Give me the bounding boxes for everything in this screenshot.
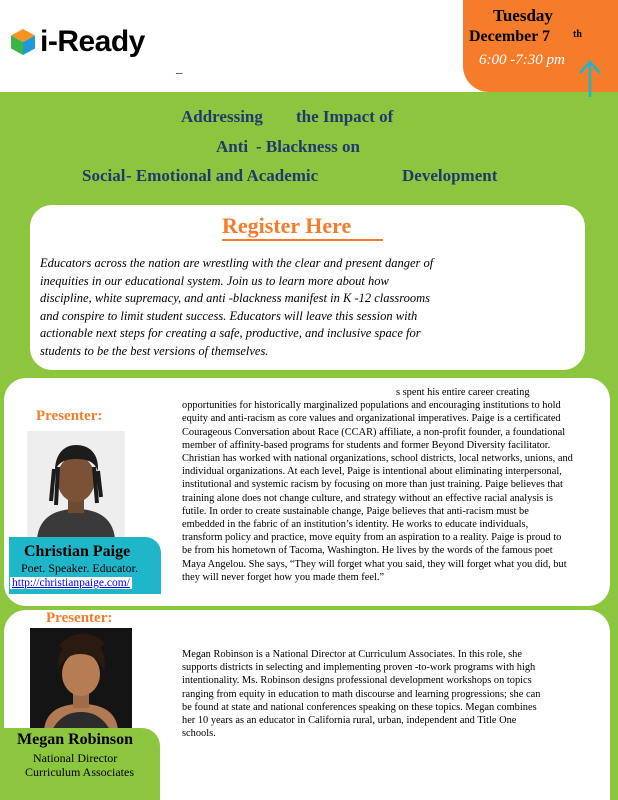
title-word: the Impact of: [296, 107, 394, 126]
title-word: Development: [402, 166, 498, 185]
event-time: 6:00 -7:30 pm: [479, 52, 565, 68]
intro-line: discipline, white supremacy, and anti -blackness manifest in K -12 classrooms: [40, 291, 431, 305]
intro-line: and conspire to limit student success. Educators will leave this session with: [40, 308, 418, 323]
bio-line: opportunities for historically marginalized populations and encouraging institutions to hold: [182, 400, 561, 412]
bio-line: s spent his entire career creating: [396, 387, 530, 398]
bio-line: intentionality. Ms. Robinson designs professional development workshops on topics: [182, 675, 532, 687]
bio-line: transform policy and practice, move equity from an aspiration to a reality. Paige is proud to: [182, 532, 562, 544]
bio-line: equity and anti-racism as core values and organizational imperatives. Paige is a certificated: [182, 413, 561, 425]
cube-icon: [10, 28, 36, 56]
intro-line: Educators across the nation are wrestling with the clear and present danger of: [40, 256, 434, 270]
event-day: Tuesday: [493, 6, 553, 25]
title-word: Addressing: [181, 107, 263, 126]
bio-line: institutional and systemic racism by focusing on more than just training. Paige believes that: [182, 479, 563, 491]
bio-line: ranging from equity in education to math discourse and learning progressions; she can: [182, 688, 541, 700]
arrow-up-icon: [575, 57, 605, 97]
presenter-name: Megan Robinson: [17, 731, 134, 748]
bio-line: training alone does not change culture, and strategy without an effective racial analysis is: [182, 492, 553, 504]
presenter-title-line: Curriculum Associates: [25, 765, 134, 779]
presenter-website-link[interactable]: http://christianpaige.com/: [12, 577, 130, 589]
bio-line: Maya Angelou. She says, “They will forget what you said, they will forget what you did, but: [182, 558, 567, 570]
presenter-photo-christian: [27, 431, 125, 539]
bio-line: schools.: [182, 728, 216, 740]
presenter-bio-2: [182, 648, 540, 740]
logo-text: i-Ready: [40, 25, 145, 58]
presenter-tagline: Poet. Speaker. Educator.: [21, 561, 138, 575]
presenter-label: Presenter:: [36, 408, 103, 424]
event-date-suffix: th: [573, 29, 582, 40]
register-link[interactable]: Register Here: [222, 213, 383, 241]
event-date: December 7: [469, 28, 550, 45]
bio-line: they will never forget how you made them feel.”: [182, 571, 385, 583]
intro-text: [40, 255, 580, 360]
bio-line: Megan Robinson is a National Director at Curriculum Associates. In this role, she: [182, 649, 522, 660]
presenter-name: Christian Paige: [24, 543, 131, 560]
title-word: Social: [82, 166, 126, 185]
register-card: [30, 205, 585, 370]
bio-line: be found at state and national conferences speaking on these topics. Megan combines: [182, 701, 537, 713]
presenter-photo-megan: [30, 628, 132, 730]
bio-line: Christian has worked with national organizations, school districts, local networks, unions, and: [182, 453, 573, 465]
bio-line: be from his hometown of Tacoma, Washington. He lives by the words of the famous poet: [182, 545, 553, 557]
header-dash: _: [176, 60, 183, 75]
bio-line: embedded in the fabric of an institution’s identity. He works to educate individuals,: [182, 519, 529, 531]
title-word: Anti: [216, 137, 249, 156]
presenter-label: Presenter:: [46, 610, 113, 626]
presenter-title-line: National Director: [33, 751, 118, 765]
iready-logo: [10, 22, 145, 62]
bio-line: individual organizations. At each level, Paige is intentional about eliminating interpersonal,: [182, 466, 562, 478]
title-word: - Blackness on: [256, 137, 360, 156]
presenter-bio-1: [182, 386, 573, 584]
intro-line: inequities in our educational system. Join us to learn more about how: [40, 273, 389, 288]
title-word: - Emotional and Academic: [126, 166, 319, 185]
bio-line: member of affinity-based programs for students and former Beyond Diversity facilitator.: [182, 439, 551, 451]
bio-line: supports districts in selecting and implementing proven -to-work programs with high: [182, 662, 536, 674]
intro-line: actionable next steps for creating a safe, productive, and inclusive space for: [40, 326, 421, 340]
intro-line: students to be the best versions of themselves.: [40, 343, 269, 358]
bio-line: her 10 years as an educator in California rural, urban, independent and Title One: [182, 715, 517, 727]
bio-line: futile. In order to create sustainable change, Paige believes that anti-racism must be: [182, 505, 529, 517]
bio-line: Courageous Conversation about Race (CCAR) affiliate, a non-profit founder, a foundational: [182, 426, 566, 438]
